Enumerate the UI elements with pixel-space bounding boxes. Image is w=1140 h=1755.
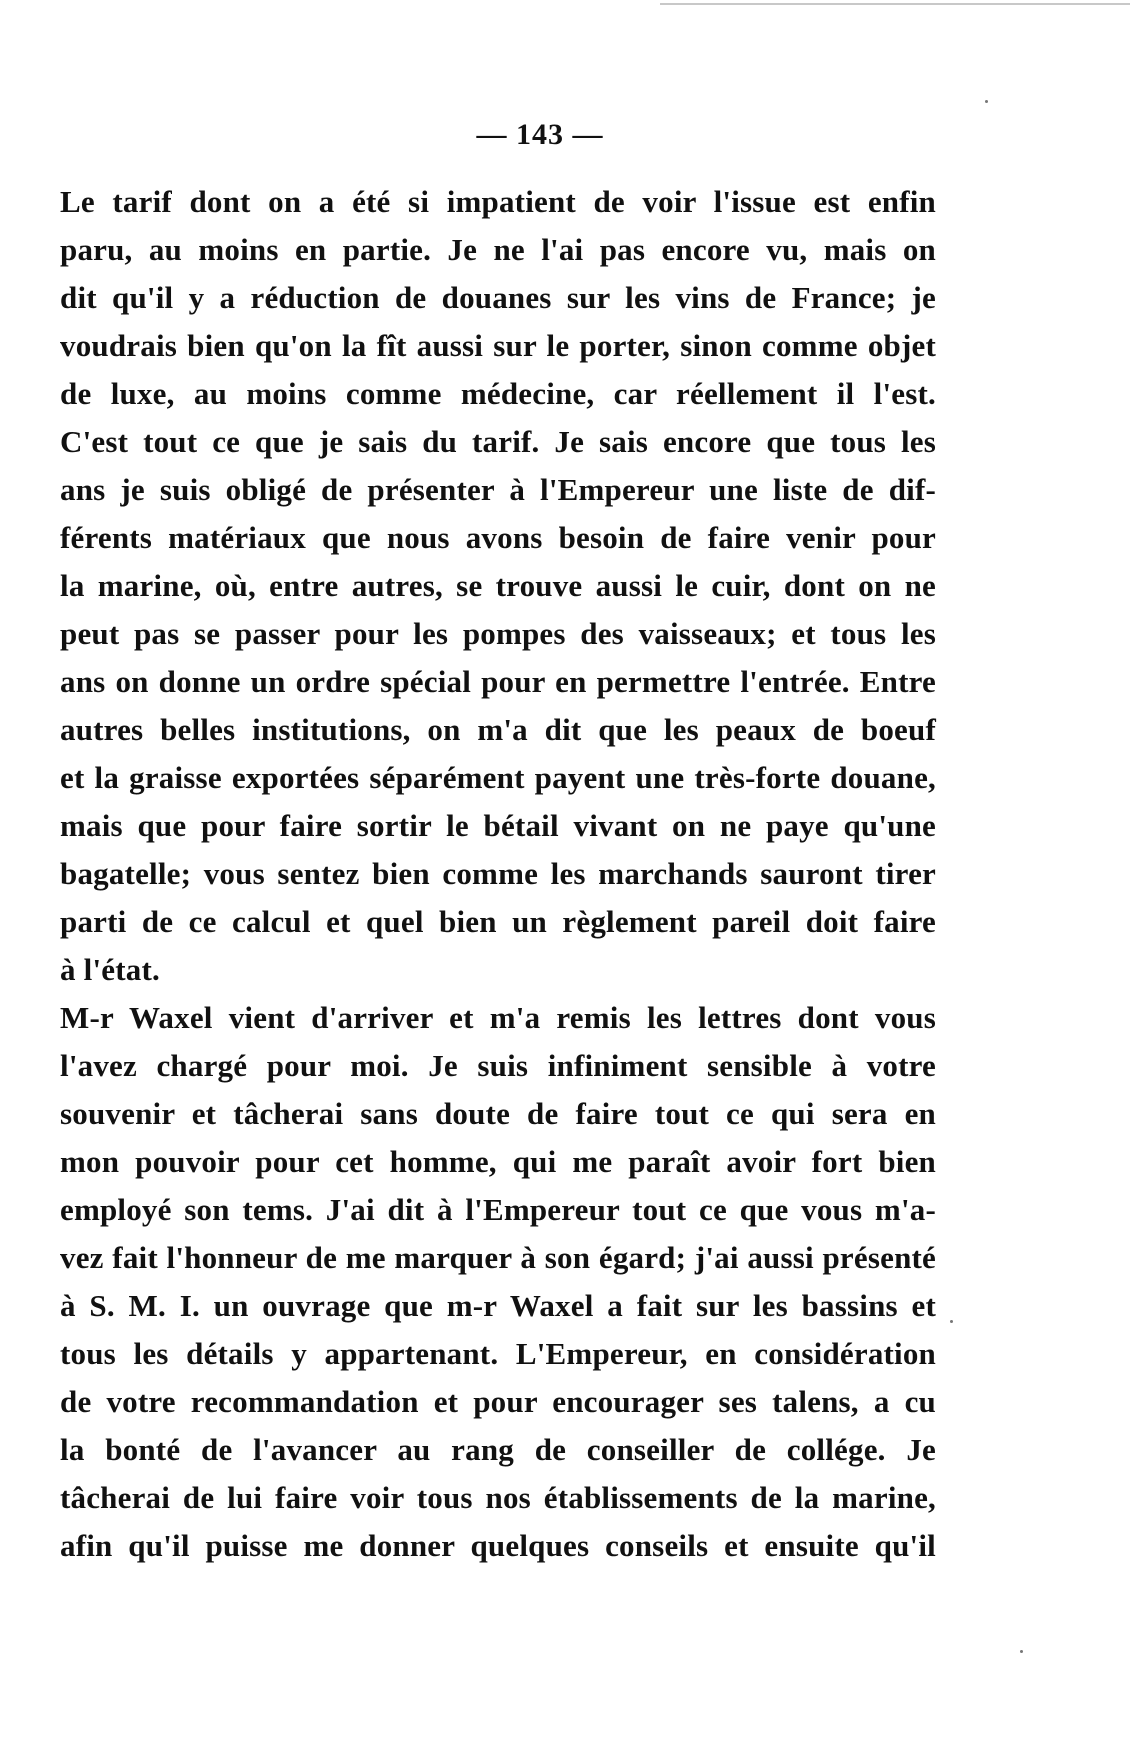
text-line: Le tarif dont on a été si impatient de voir l'issue est enfin xyxy=(60,184,936,219)
page-body-text xyxy=(60,178,936,1570)
text-line: autres belles institutions, on m'a dit que les peaux de boeuf xyxy=(60,712,936,747)
text-line: afin qu'il puisse me donner quelques conseils et ensuite qu'il xyxy=(60,1528,936,1563)
text-line: mais que pour faire sortir le bétail vivant on ne paye qu'une xyxy=(60,808,936,843)
scan-top-rule xyxy=(660,3,1130,5)
text-line: mon pouvoir pour cet homme, qui me paraît avoir fort bien xyxy=(60,1144,936,1179)
text-line: tous les détails y appartenant. L'Empereur, en considération xyxy=(60,1336,936,1371)
text-line: l'avez chargé pour moi. Je suis infiniment sensible à votre xyxy=(60,1048,936,1083)
text-line: ans on donne un ordre spécial pour en permettre l'entrée. Entre xyxy=(60,664,936,699)
text-line: souvenir et tâcherai sans doute de faire tout ce qui sera en xyxy=(60,1096,936,1131)
text-line: paru, au moins en partie. Je ne l'ai pas encore vu, mais on xyxy=(60,232,936,267)
text-line: à S. M. I. un ouvrage que m-r Waxel a fait sur les bassins et xyxy=(60,1288,936,1323)
text-line: et la graisse exportées séparément payent une très-forte douane, xyxy=(60,760,936,795)
text-line: employé son tems. J'ai dit à l'Empereur tout ce que vous m'a- xyxy=(60,1192,936,1227)
text-line: C'est tout ce que je sais du tarif. Je sais encore que tous les xyxy=(60,424,936,459)
text-line: M-r Waxel vient d'arriver et m'a remis les lettres dont vous xyxy=(60,1000,936,1035)
scan-speck xyxy=(985,100,988,103)
text-line: parti de ce calcul et quel bien un règlement pareil doit faire xyxy=(60,904,936,939)
paragraph-1 xyxy=(60,178,936,994)
scan-speck xyxy=(1020,1650,1023,1653)
text-line: la marine, où, entre autres, se trouve aussi le cuir, dont on ne xyxy=(60,568,936,603)
text-line: bagatelle; vous sentez bien comme les marchands sauront tirer xyxy=(60,856,936,891)
scan-speck xyxy=(950,1320,953,1323)
text-line: ans je suis obligé de présenter à l'Empereur une liste de dif- xyxy=(60,472,936,507)
text-line: de luxe, au moins comme médecine, car réellement il l'est. xyxy=(60,376,936,411)
text-line: la bonté de l'avancer au rang de conseiller de collége. Je xyxy=(60,1432,936,1467)
page-number: — 143 — xyxy=(476,118,604,151)
text-line: dit qu'il y a réduction de douanes sur les vins de France; je xyxy=(60,280,936,315)
text-line: voudrais bien qu'on la fît aussi sur le porter, sinon comme objet xyxy=(60,328,936,363)
text-line: tâcherai de lui faire voir tous nos établissements de la marine, xyxy=(60,1480,936,1515)
text-line: peut pas se passer pour les pompes des vaisseaux; et tous les xyxy=(60,616,936,651)
text-line: à l'état. xyxy=(60,952,160,987)
text-line: vez fait l'honneur de me marquer à son égard; j'ai aussi présenté xyxy=(60,1240,936,1275)
text-line: férents matériaux que nous avons besoin de faire venir pour xyxy=(60,520,936,555)
text-line: de votre recommandation et pour encourager ses talens, a cu xyxy=(60,1384,936,1419)
paragraph-2 xyxy=(60,994,936,1570)
